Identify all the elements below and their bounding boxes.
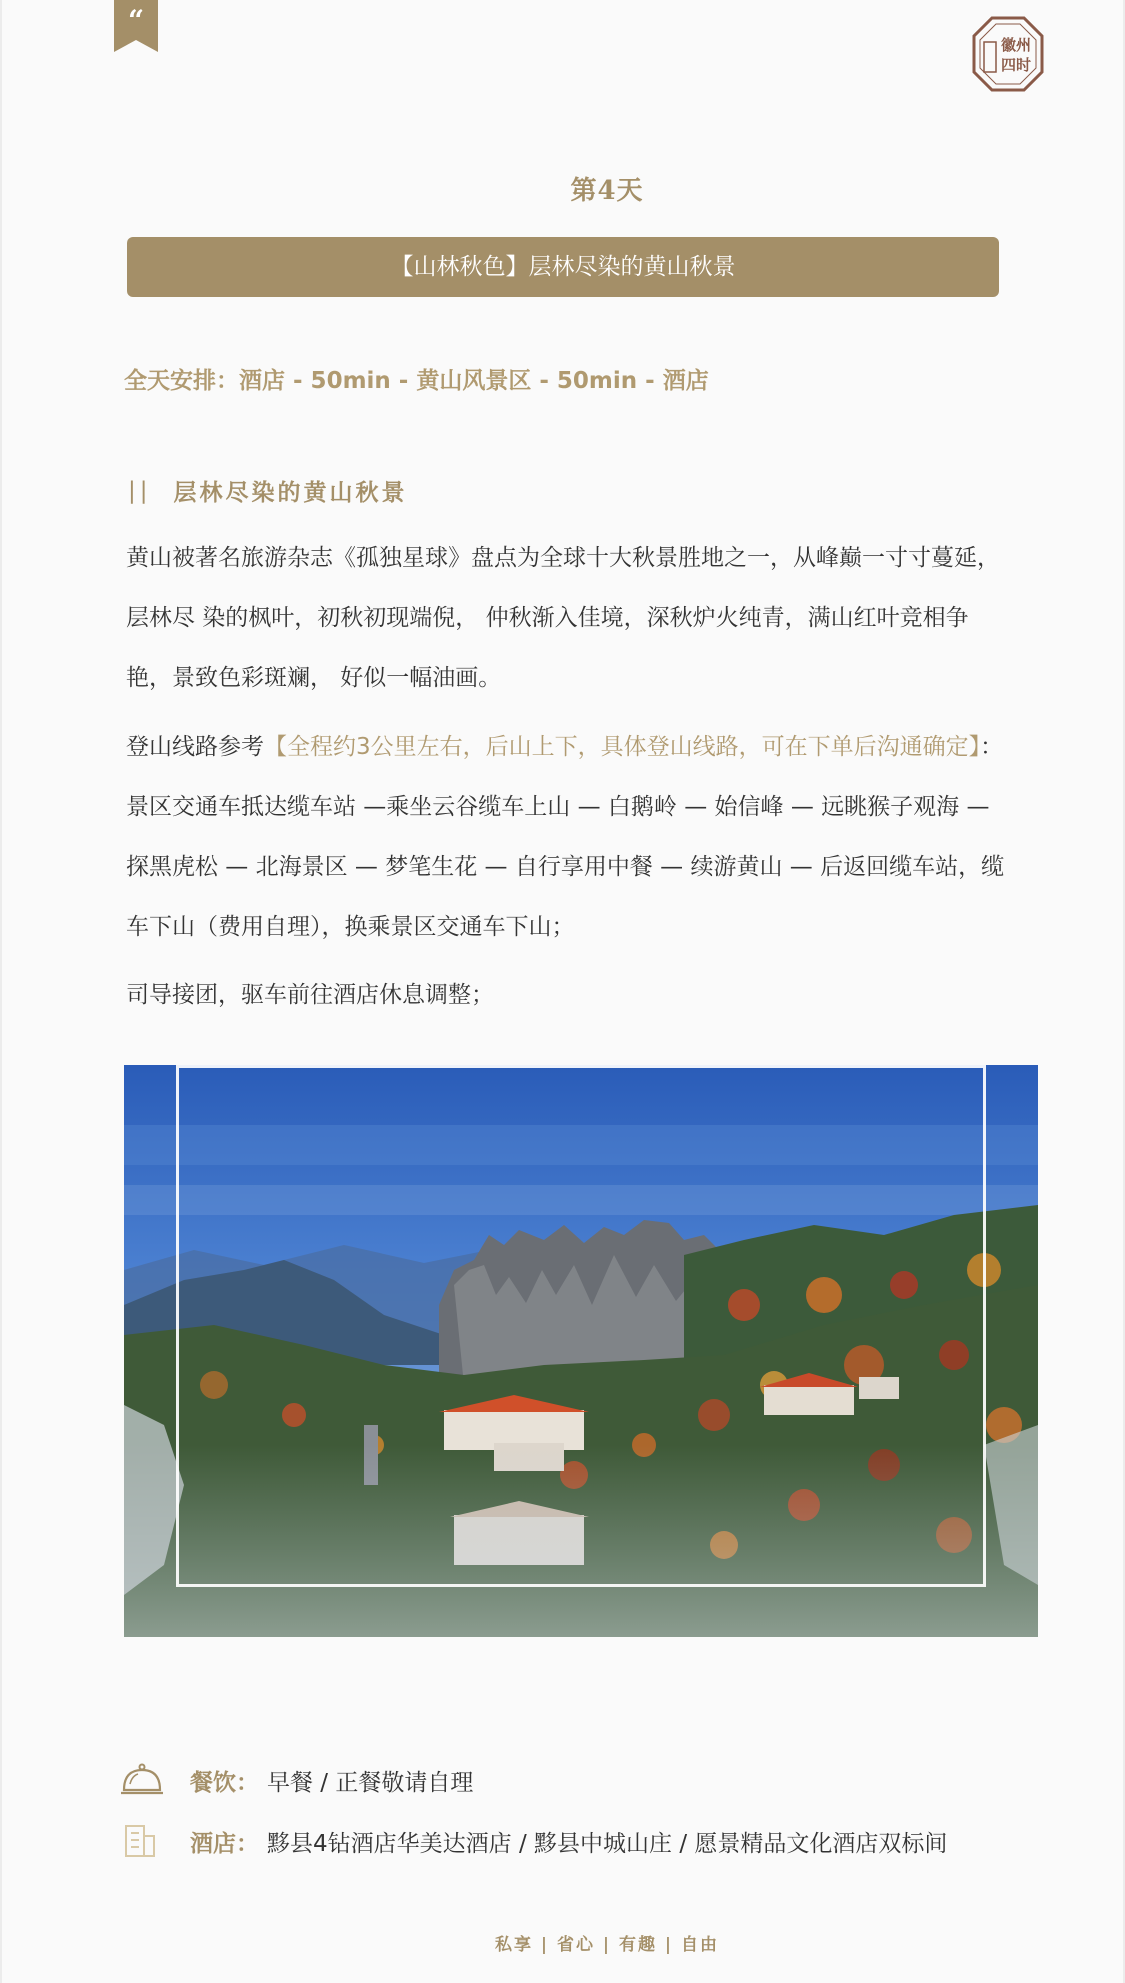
- route-paragraph: [126, 717, 1012, 957]
- meal-value: 早餐 / 正餐敬请自理: [267, 1769, 474, 1796]
- photo-frame: [176, 1065, 986, 1587]
- footer-tagline: 私享 | 省心 | 有趣 | 自由: [494, 1935, 720, 1955]
- svg-text:“: “: [127, 4, 145, 37]
- hotel-value: 黟县4钻酒店华美达酒店 / 黟县中城山庄 / 愿景精品文化酒店双标间: [267, 1830, 948, 1857]
- meal-label: 餐饮：: [190, 1769, 259, 1796]
- intro-paragraph: 黄山被著名旅游杂志《孤独星球》盘点为全球十大秋景胜地之一，从峰巅一寸寸蔓延，层林尽 染的枫叶，初秋初现端倪， 仲秋渐入佳境，深秋炉火纯青，满山红叶竞相争艳，景致色彩斑斓， 好似一幅油画。: [126, 545, 1000, 691]
- hotel-row: [120, 1823, 947, 1859]
- route-prefix: 登山线路参考: [126, 734, 264, 760]
- day-banner: 【山林秋色】层林尽染的黄山秋景: [127, 237, 999, 297]
- schedule-text: 全天安排：酒店 - 50min - 黄山风景区 - 50min - 酒店: [124, 368, 709, 394]
- section-heading: [128, 474, 408, 507]
- huangshan-photo: [124, 1065, 1038, 1637]
- section-title: 层林尽染的黄山秋景: [173, 479, 408, 506]
- meal-row: [120, 1762, 473, 1798]
- cloche-icon: [120, 1762, 164, 1798]
- quote-icon: [114, 0, 158, 52]
- brand-seal-icon: [972, 16, 1044, 92]
- hotel-label: 酒店：: [190, 1830, 259, 1857]
- section-bars: ||: [128, 477, 152, 504]
- svg-text:四时: 四时: [1000, 56, 1032, 74]
- day-title: 第4天: [570, 176, 644, 206]
- svg-text:徽州: 徽州: [1000, 36, 1032, 54]
- route-details: ：景区交通车抵达缆车站 —乘坐云谷缆车上山 — 白鹅岭 — 始信峰 — 远眺猴子观海 — 探黑虎松 — 北海景区 — 梦笔生花 — 自行享用中餐 — 续游黄山 — 后返回缆车站，缆车下山（费用自理），换乘景区交通车下山；: [126, 734, 1005, 940]
- closing-paragraph: 司导接团，驱车前往酒店休息调整；: [126, 982, 494, 1008]
- route-highlight: 【全程约3公里左右，后山上下，具体登山线路，可在下单后沟通确定】: [264, 734, 981, 760]
- building-icon: [120, 1823, 164, 1859]
